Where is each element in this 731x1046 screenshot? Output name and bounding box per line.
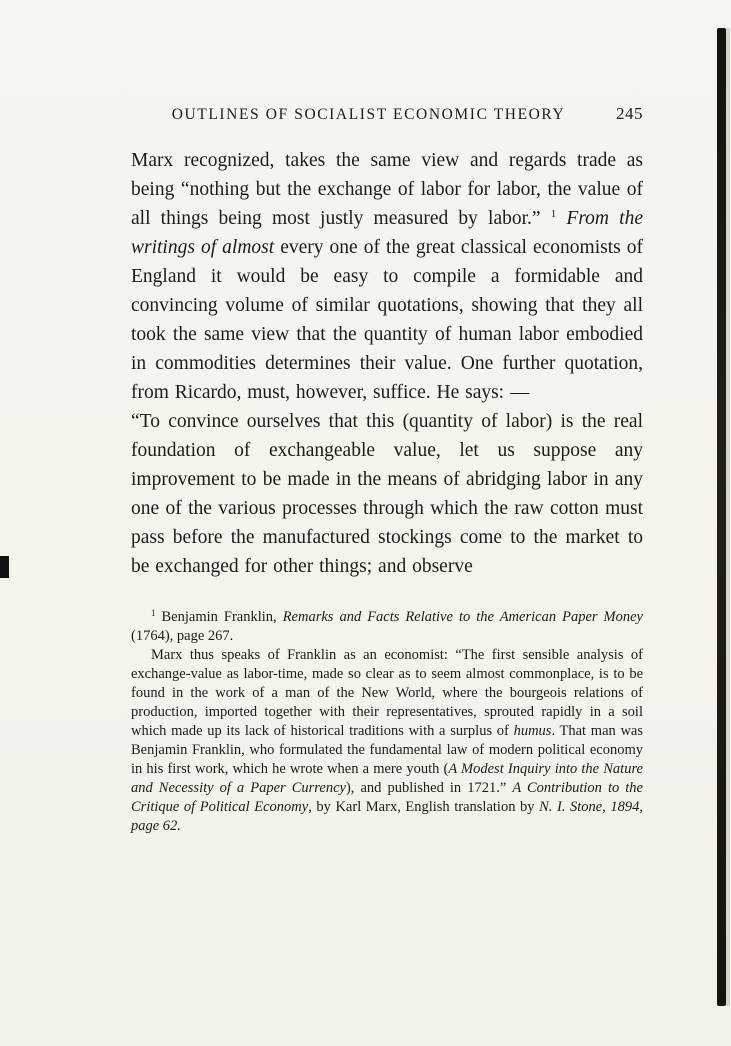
footnote-2-book-title-1: A Modest Inquiry into the Nature and Necessity of a Paper Currency: [131, 761, 643, 796]
footnote-2-text-continued-3: , by Karl Marx, English translation by: [308, 799, 540, 815]
page-number: 245: [616, 104, 643, 123]
footnote-1-text-continued: (1764), page 267.: [131, 628, 234, 644]
footnote-1-book-title: Remarks and Facts Relative to the American Paper Money: [282, 609, 643, 625]
running-head: [131, 104, 643, 124]
footnote-2: [131, 646, 643, 836]
footnote-1: [131, 608, 643, 646]
paragraph-2: “To convince ourselves that this (quantity of labor) is the real foundation of exchangeable value, let us suppose any improvement to be made in the means of abridging labor in any one of the various processes through which the raw cotton must pass before the manufactured stockings come to the market to be exchanged for other things; and observe: [131, 411, 643, 577]
footnote-2-text: Marx thus speaks of Franklin as an economist: “The first sensible analysis of exchange-value as labor-time, made so clear as to seem almost commonplace, is to be found in the work of a man of the New World, where the bourgeois relations of production, imported together with their representatives, sprouted rapidly in a soil which made up its lack of historical traditions with a surplus of: [131, 647, 643, 739]
footnote-1-number: 1: [151, 608, 156, 618]
paragraph-1: [131, 146, 643, 407]
paragraph-1-italic-text: From the writings of almost: [131, 208, 643, 258]
footnote-2-text-continued-2: ), and published in 1721.”: [345, 780, 513, 796]
footnote-2-book-title-2: A Contribution to the Critique of Political Economy: [131, 780, 643, 815]
binding-shadow-soft: [726, 28, 730, 1006]
binding-shadow: [717, 28, 726, 1006]
paragraph-1-text: Marx recognized, takes the same view and regards trade as being “nothing but the exchange of labor for labor, the value of all things being most justly measured by labor.”: [131, 150, 643, 229]
footnote-2-italic-humus: humus: [513, 723, 552, 739]
page-title: OUTLINES OF SOCIALIST ECONOMIC THEORY: [171, 106, 566, 123]
footnote-1-text: Benjamin Franklin,: [155, 609, 283, 625]
body-text: [131, 146, 643, 581]
paragraph-1-text-continued: every one of the great classical economists of England it would be easy to compile a formidable and convincing volume of similar quotations, showing that they all took the same view that the quantity of human labor embodied in commodities determines their value. One further quotation, from Ricardo, must, however, suffice. He says: —: [131, 237, 643, 403]
footnote-2-citation: N. I. Stone, 1894, page 62.: [131, 799, 643, 834]
footnote-2-text-continued: . That man was Benjamin Franklin, who formulated the fundamental law of modern political economy in his first work, which he wrote when a mere youth (: [131, 723, 643, 777]
text-block: [131, 104, 643, 836]
scan-artifact: [0, 556, 9, 578]
footnote-reference-1: 1: [550, 208, 557, 220]
footnote-block: [131, 608, 643, 836]
